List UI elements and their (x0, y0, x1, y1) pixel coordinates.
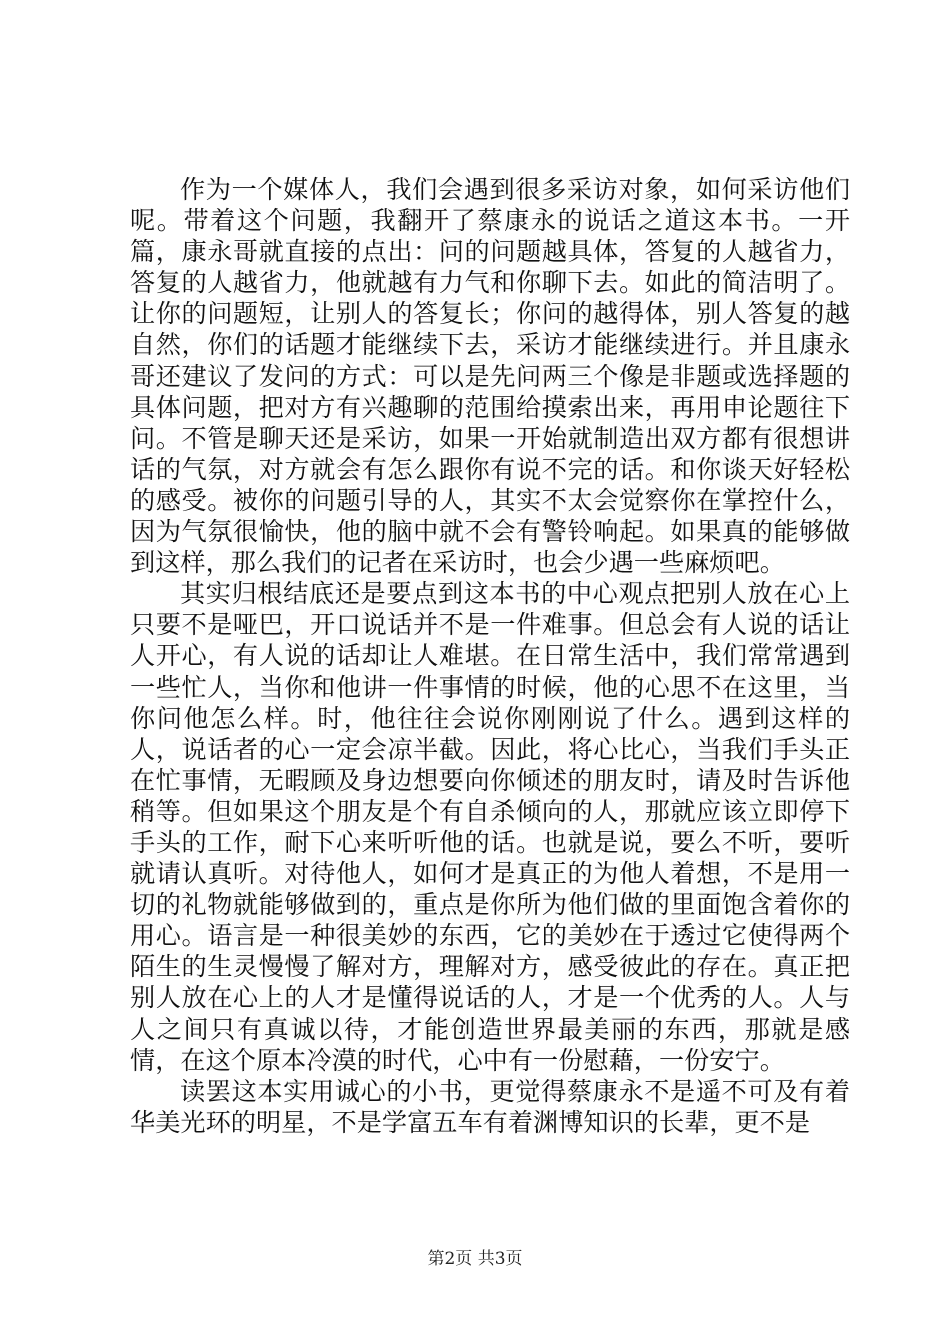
paragraph-1: 作为一个媒体人，我们会遇到很多采访对象，如何采访他们呢。带着这个问题，我翻开了蔡康永的说话之道这本书。一开篇，康永哥就直接的点出：问的问题越具体，答复的人越省力，答复的人越省力，他就越有力气和你聊下去。如此的简洁明了。让你的问题短，让别人的答复长；你问的越得体，别人答复的越自然，你们的话题才能继续下去，采访才能继续进行。并且康永哥还建议了发问的方式：可以是先问两三个像是非题或选择题的具体问题，把对方有兴趣聊的范围给摸索出来，再用申论题往下问。不管是聊天还是采访，如果一开始就制造出双方都有很想讲话的气氛，对方就会有怎么跟你有说不完的话。和你谈天好轻松的感受。被你的问题引导的人，其实不太会觉察你在掌控什么，因为气氛很愉快，他的脑中就不会有警铃响起。如果真的能够做到这样，那么我们的记者在采访时，也会少遇一些麻烦吧。 (130, 175, 850, 578)
paragraph-2: 其实归根结底还是要点到这本书的中心观点把别人放在心上只要不是哑巴，开口说话并不是一件难事。但总会有人说的话让人开心，有人说的话却让人难堪。在日常生活中，我们常常遇到一些忙人，当你和他讲一件事情的时候，他的心思不在这里，当你问他怎么样。时，他往往会说你刚刚说了什么。遇到这样的人，说话者的心一定会凉半截。因此，将心比心，当我们手头正在忙事情，无暇顾及身边想要向你倾述的朋友时，请及时告诉他稍等。但如果这个朋友是个有自杀倾向的人，那就应该立即停下手头的工作，耐下心来听听他的话。也就是说，要么不听，要听就请认真听。对待他人，如何才是真正的为他人着想，不是用一切的礼物就能够做到的，重点是你所为他们做的里面饱含着你的用心。语言是一种很美妙的东西，它的美妙在于透过它使得两个陌生的生灵慢慢了解对方，理解对方，感受彼此的存在。真正把别人放在心上的人才是懂得说话的人，才是一个优秀的人。人与人之间只有真诚以待，才能创造世界最美丽的东西，那就是感情，在这个原本冷漠的时代，心中有一份慰藉，一份安宁。 (130, 579, 850, 1075)
article-body (130, 174, 850, 1138)
paragraph-3: 读罢这本实用诚心的小书，更觉得蔡康永不是遥不可及有着华美光环的明星，不是学富五车有着渊博知识的长辈，更不是 (130, 1076, 850, 1137)
page-number-footer: 第2页 共3页 (427, 1249, 523, 1269)
